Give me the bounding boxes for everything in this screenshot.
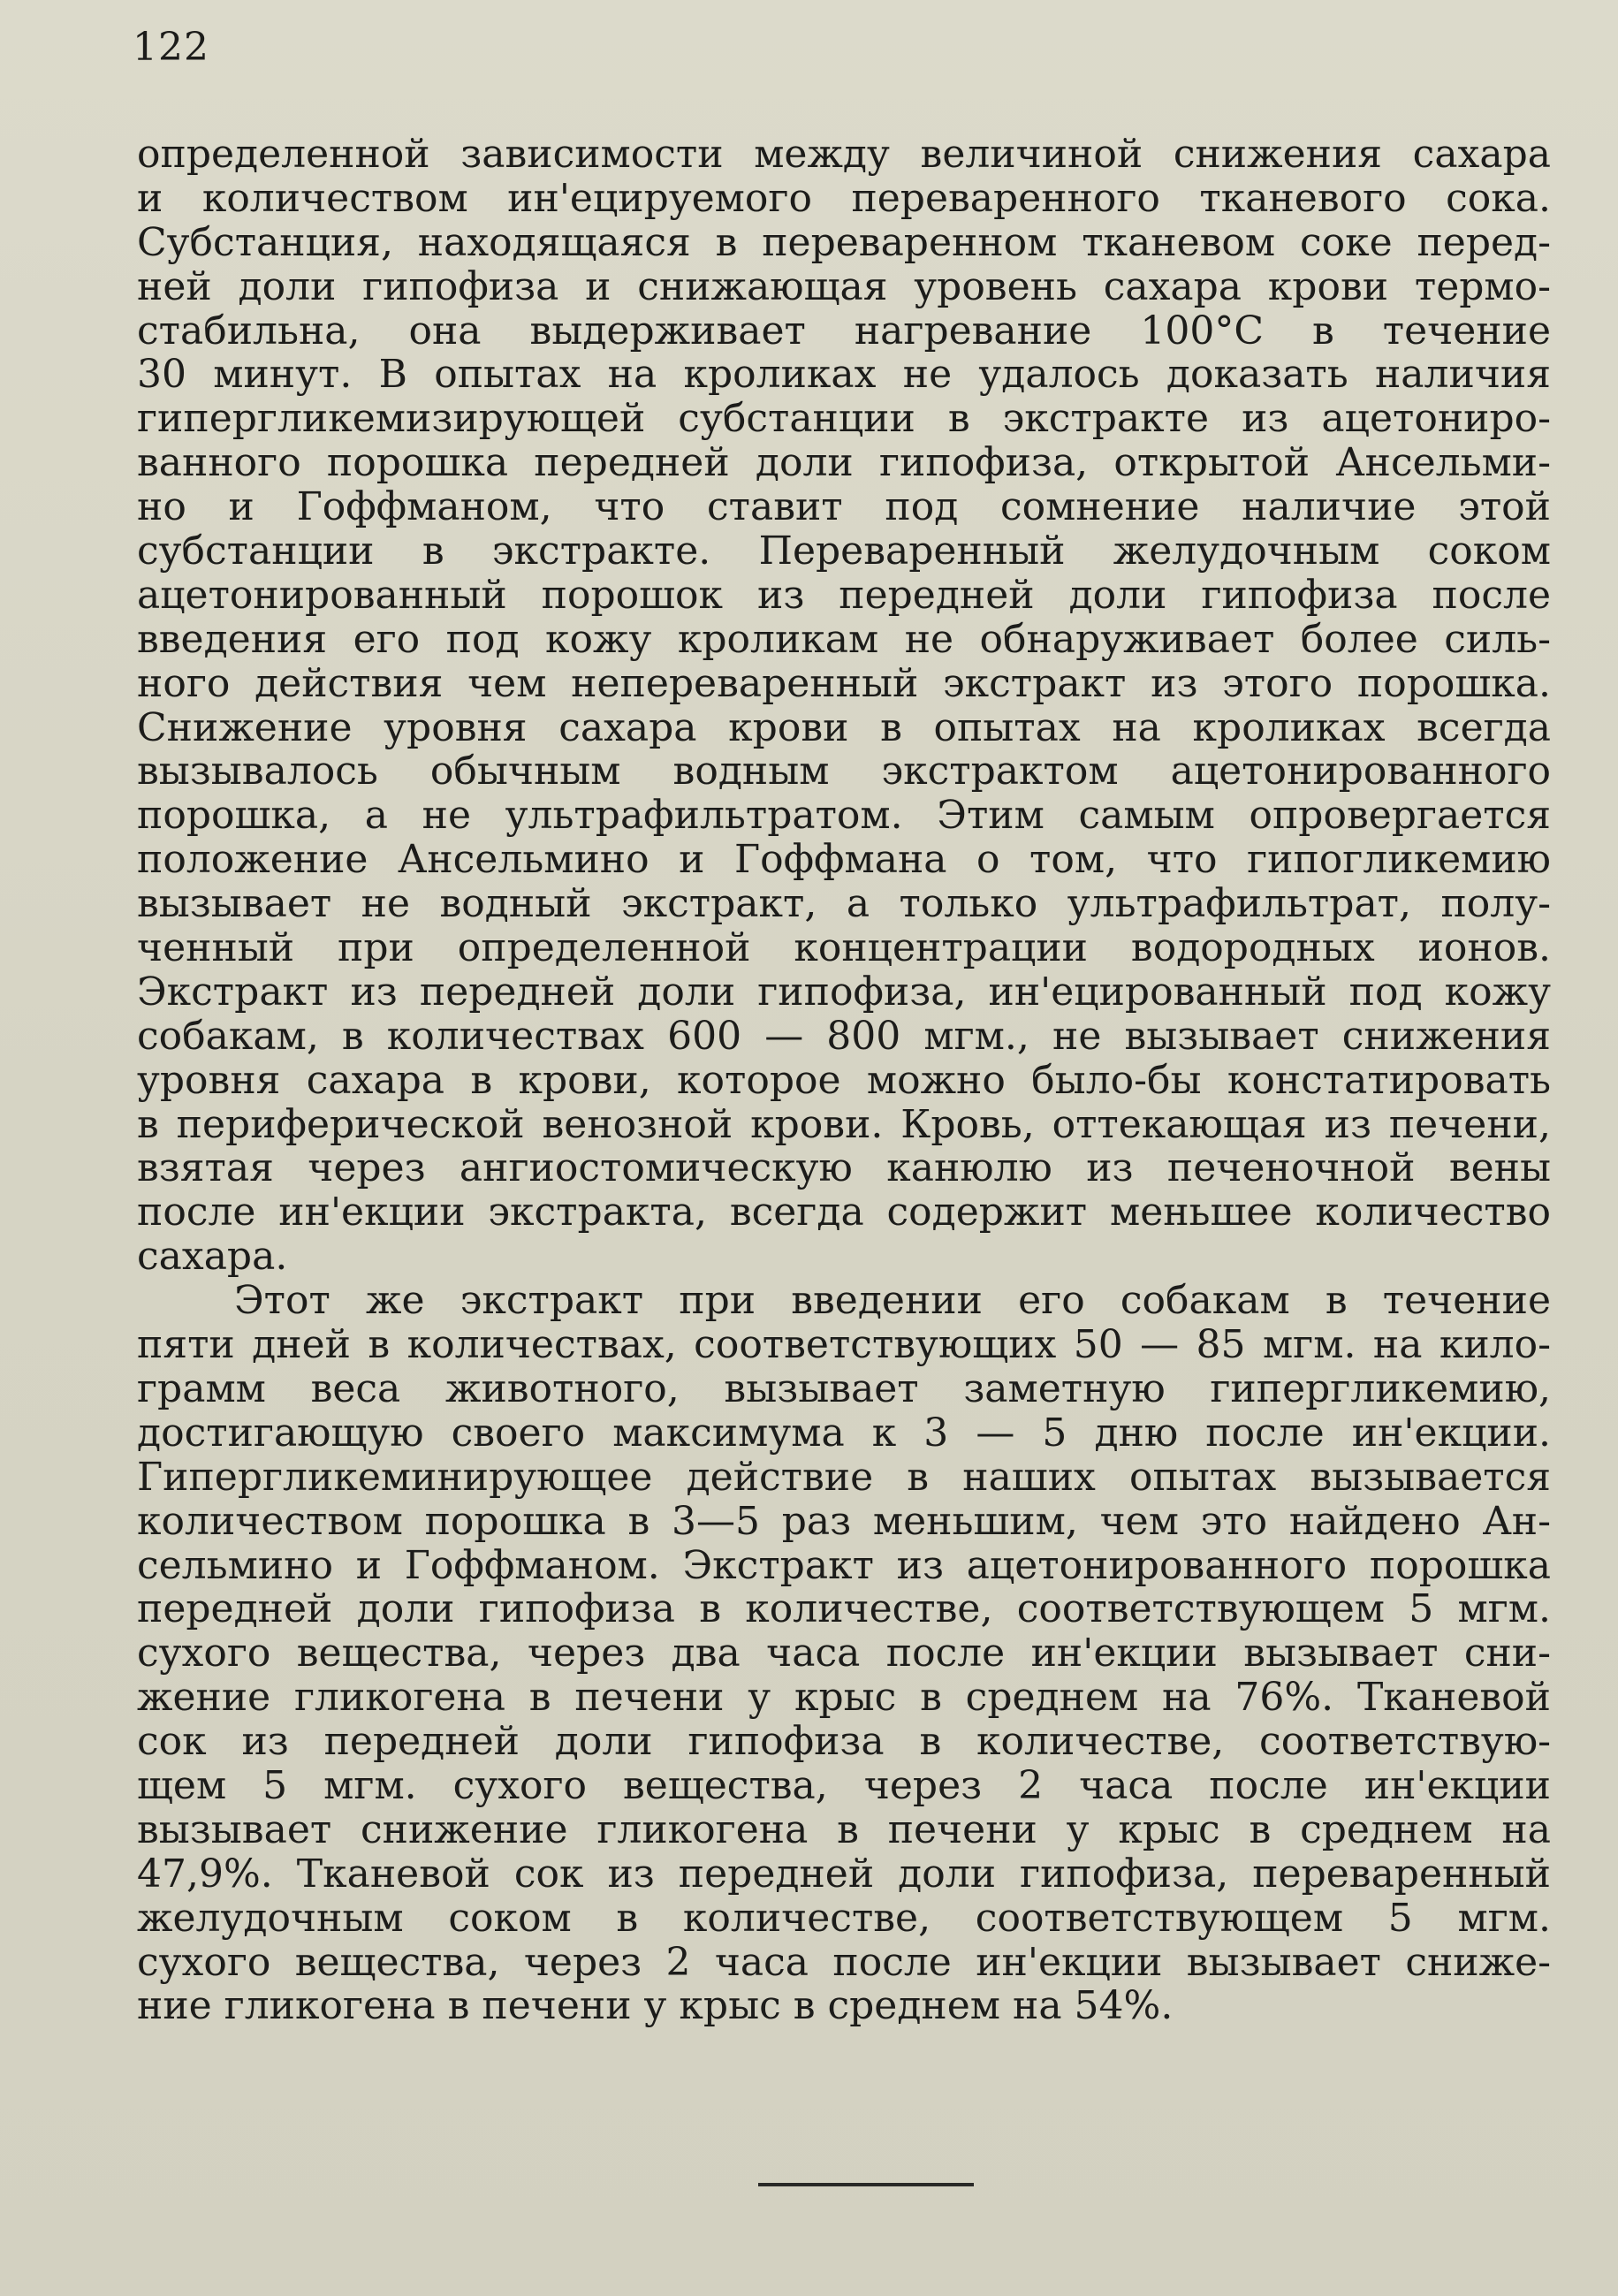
text-line: уровня сахара в крови, которое можно было-бы констатировать bbox=[137, 1057, 1551, 1103]
text-line: и количеством ин'ецируемого переваренного тканевого сока. bbox=[137, 175, 1551, 221]
text-line: ченный при определенной концентрации водородных ионов. bbox=[137, 925, 1551, 971]
text-line: гипергликемизирующей субстанции в экстракте из ацетониро- bbox=[137, 396, 1551, 442]
text-line: собакам, в количествах 600 — 800 мгм., не вызывает снижения bbox=[137, 1013, 1551, 1059]
text-line: порошка, а не ультрафильтратом. Этим самым опровергается bbox=[137, 793, 1551, 839]
text-line: ванного порошка передней доли гипофиза, открытой Ансельми- bbox=[137, 440, 1551, 486]
closing-rule bbox=[758, 2183, 974, 2186]
text-line: ней доли гипофиза и снижающая уровень сахара крови термо- bbox=[137, 263, 1551, 309]
text-line: Субстанция, находящаяся в переваренном тканевом соке перед- bbox=[137, 219, 1551, 265]
text-line: после ин'екции экстракта, всегда содержит меньшее количество bbox=[137, 1190, 1551, 1235]
text-line: введения его под кожу кроликам не обнаруживает более силь- bbox=[137, 616, 1551, 662]
text-line: стабильна, она выдерживает нагревание 100°C в течение bbox=[137, 308, 1551, 354]
text-line: 47,9%. Тканевой сок из передней доли гипофиза, переваренный bbox=[137, 1851, 1551, 1897]
text-line: сок из передней доли гипофиза в количестве, соответствую- bbox=[137, 1719, 1551, 1765]
text-line: щем 5 мгм. сухого вещества, через 2 часа после ин'екции bbox=[137, 1762, 1551, 1808]
text-line: ного действия чем непереваренный экстракт из этого порошка. bbox=[137, 660, 1551, 706]
text-line: Экстракт из передней доли гипофиза, ин'ецированный под кожу bbox=[137, 969, 1551, 1015]
text-line: Этот же экстракт при введении его собакам в течение bbox=[234, 1278, 1551, 1324]
text-line: Гипергликеминирующее действие в наших опытах вызывается bbox=[137, 1454, 1551, 1500]
text-line: сухого вещества, через 2 часа после ин'екции вызывает сниже- bbox=[137, 1939, 1551, 1985]
body-text bbox=[137, 133, 1551, 2028]
text-line: сахара. bbox=[137, 1234, 288, 1280]
text-line: взятая через ангиостомическую канюлю из печеночной вены bbox=[137, 1145, 1551, 1191]
text-line: жение гликогена в печени у крыс в среднем на 76%. Тканевой bbox=[137, 1675, 1551, 1721]
text-line: ние гликогена в печени у крыс в среднем на 54%. bbox=[137, 1983, 1174, 2029]
text-line: достигающую своего максимума к 3 — 5 дню после ин'екции. bbox=[137, 1410, 1551, 1456]
text-line: сухого вещества, через два часа после ин'екции вызывает сни- bbox=[137, 1631, 1551, 1676]
text-line: положение Ансельмино и Гоффмана о том, что гипогликемию bbox=[137, 837, 1551, 883]
text-line: вызывает не водный экстракт, а только ультрафильтрат, полу- bbox=[137, 881, 1551, 927]
text-line: но и Гоффманом, что ставит под сомнение наличие этой bbox=[137, 484, 1551, 530]
text-line: грамм веса животного, вызывает заметную гипергликемию, bbox=[137, 1365, 1551, 1411]
text-line: желудочным соком в количестве, соответствующем 5 мгм. bbox=[137, 1895, 1551, 1941]
text-line: вызывалось обычным водным экстрактом ацетонированного bbox=[137, 749, 1551, 794]
text-line: вызывает снижение гликогена в печени у крыс в среднем на bbox=[137, 1806, 1551, 1852]
text-line: пяти дней в количествах, соответствующих 50 — 85 мгм. на кило- bbox=[137, 1322, 1551, 1368]
text-line: Снижение уровня сахара крови в опытах на кроликах всегда bbox=[137, 704, 1551, 750]
text-line: 30 минут. В опытах на кроликах не удалось доказать наличия bbox=[137, 352, 1551, 398]
text-line: определенной зависимости между величиной снижения сахара bbox=[137, 132, 1551, 177]
text-line: передней доли гипофиза в количестве, соответствующем 5 мгм. bbox=[137, 1586, 1551, 1632]
text-line: субстанции в экстракте. Переваренный желудочным соком bbox=[137, 528, 1551, 574]
page-number: 122 bbox=[133, 25, 209, 70]
text-line: количеством порошка в 3—5 раз меньшим, чем это найдено Ан- bbox=[137, 1498, 1551, 1544]
text-line: сельмино и Гоффманом. Экстракт из ацетонированного порошка bbox=[137, 1542, 1551, 1588]
text-line: ацетонированный порошок из передней доли гипофиза после bbox=[137, 572, 1551, 618]
text-line: в периферической венозной крови. Кровь, оттекающая из печени, bbox=[137, 1101, 1551, 1147]
